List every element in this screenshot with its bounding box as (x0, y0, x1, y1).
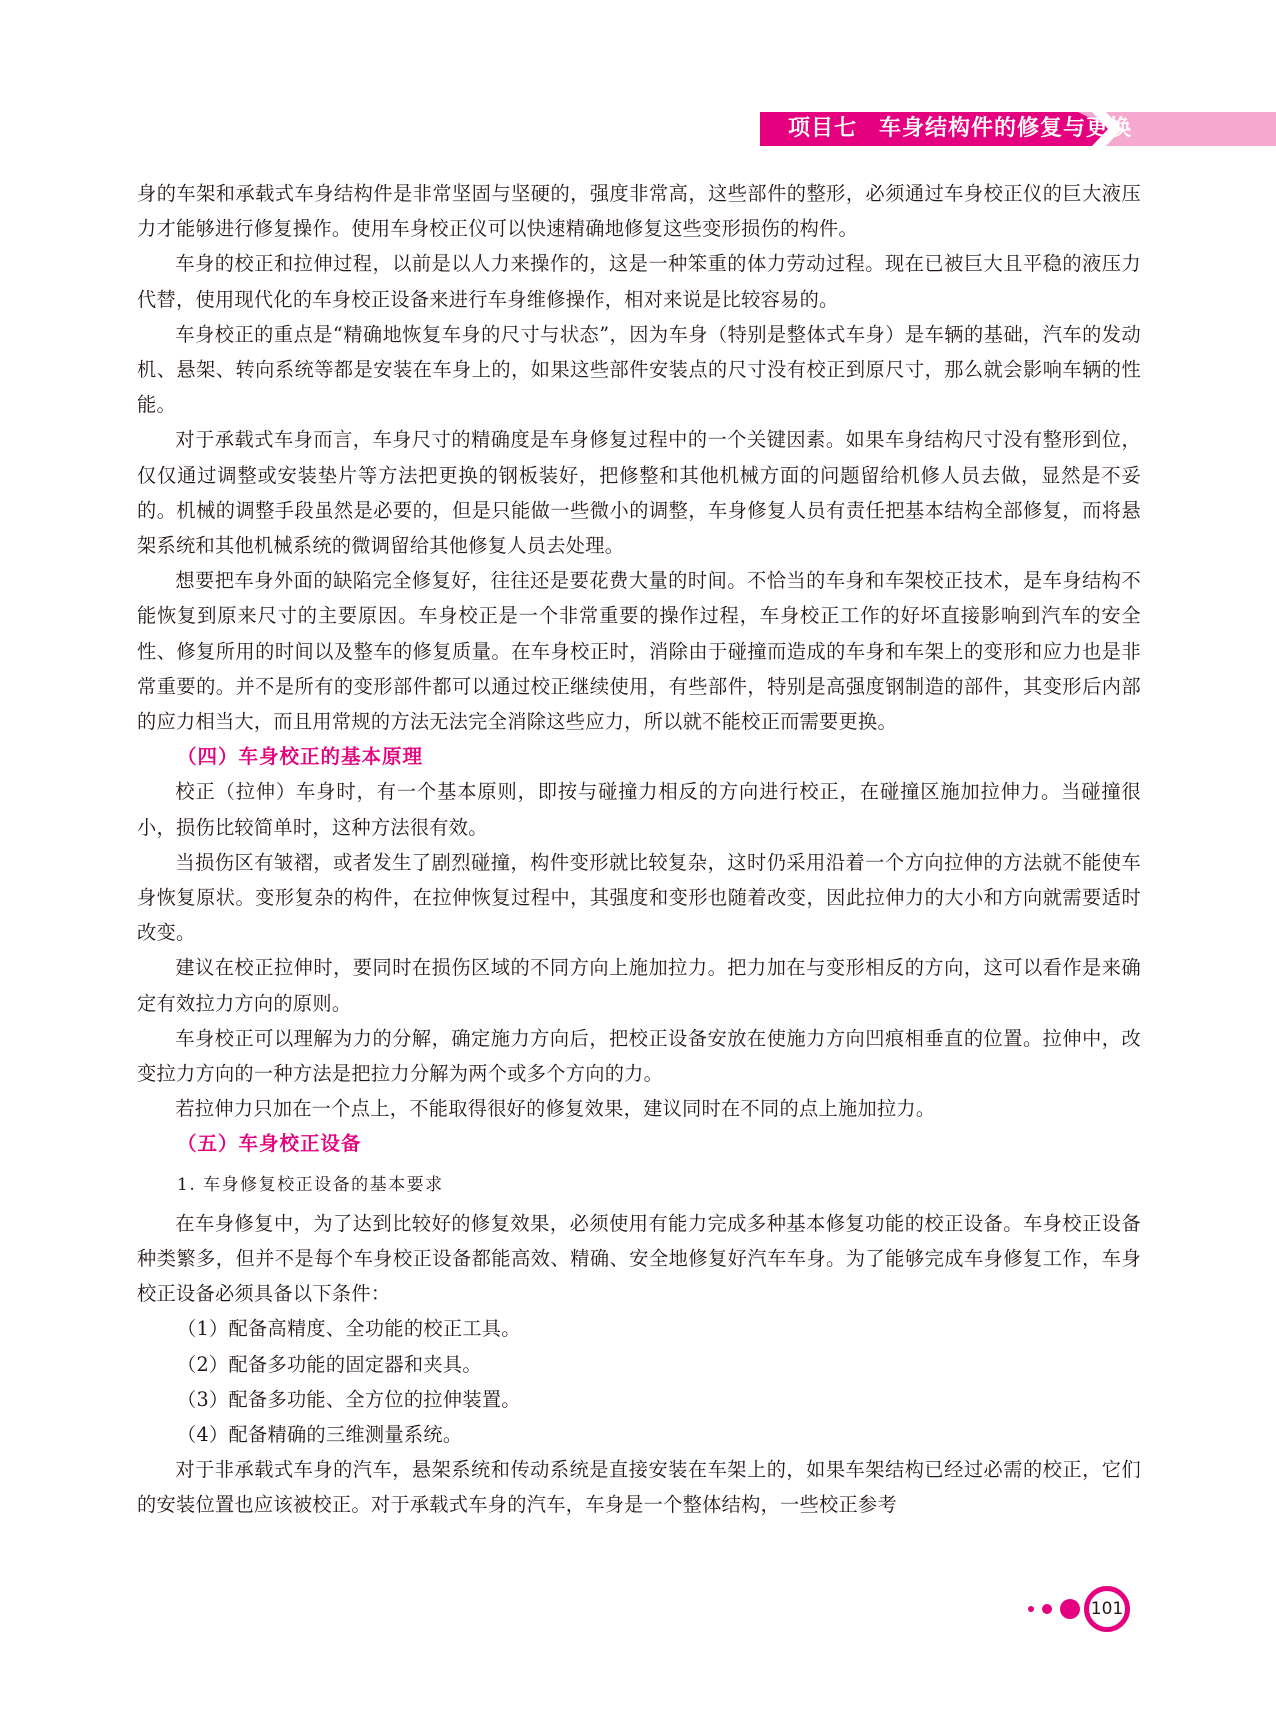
list-item: （2）配备多功能的固定器和夹具。 (177, 1352, 482, 1376)
paragraph: 车身校正可以理解为力的分解，确定施力方向后，把校正设备安放在使施力方向凹痕相垂直的位置。拉伸中，改变拉力方向的一种方法是把拉力分解为两个或多个方向的力。 (137, 1026, 1141, 1086)
list-item: （3）配备多功能、全方位的拉伸装置。 (177, 1387, 521, 1411)
decor-dot-icon (1028, 1606, 1034, 1612)
header-chapter-title: 车身结构件的修复与更换 (879, 116, 1133, 141)
header-title (788, 114, 1132, 144)
paragraph: 建议在校正拉伸时，要同时在损伤区域的不同方向上施加拉力。把力加在与变形相反的方向，这可以看作是来确定有效拉力方向的原则。 (137, 956, 1141, 1015)
section-heading-5: （五）车身校正设备 (177, 1132, 362, 1156)
paragraph: 对于非承载式车身的汽车，悬架系统和传动系统是直接安装在车架上的，如果车架结构已经过必需的校正，它们的安装位置也应该被校正。对于承载式车身的汽车，车身是一个整体结构，一些校正参考 (137, 1458, 1141, 1517)
paragraph: 身的车架和承载式车身结构件是非常坚固与坚硬的，强度非常高，这些部件的整形，必须通过车身校正仪的巨大液压力才能够进行修复操作。使用车身校正仪可以快速精确地修复这些变形损伤的构件。 (137, 182, 1141, 241)
section-heading-4: （四）车身校正的基本原理 (177, 745, 424, 769)
page-content (137, 176, 1141, 1523)
paragraph: 车身校正的重点是“精确地恢复车身的尺寸与状态”，因为车身（特别是整体式车身）是车辆的基础，汽车的发动机、悬架、转向系统等都是安装在车身上的，如果这些部件安装点的尺寸没有校正到原尺寸，那么就会影响车辆的性能。 (137, 322, 1141, 417)
decor-dot-icon (1060, 1599, 1080, 1619)
chapter-header (760, 112, 1276, 146)
page-footer (1020, 1585, 1150, 1635)
paragraph: 校正（拉伸）车身时，有一个基本原则，即按与碰撞力相反的方向进行校正，在碰撞区施加拉伸力。当碰撞很小，损伤比较简单时，这种方法很有效。 (137, 780, 1141, 839)
paragraph: 想要把车身外面的缺陷完全修复好，往往还是要花费大量的时间。不恰当的车身和车架校正技术，是车身结构不能恢复到原来尺寸的主要原因。车身校正是一个非常重要的操作过程，车身校正工作的好坏直接影响到汽车的安全性、修复所用的时间以及整车的修复质量。在车身校正时，消除由于碰撞而造成的车身和车架上的变形和应力也是非常重要的。并不是所有的变形部件都可以通过校正继续使用，有些部件，特别是高强度钢制造的部件，其变形后内部的应力相当大，而且用常规的方法无法完全消除这些应力，所以就不能校正而需要更换。 (137, 569, 1141, 734)
list-item: （1）配备高精度、全功能的校正工具。 (177, 1317, 521, 1341)
header-chapter: 项目七 (788, 116, 858, 141)
list-item: （4）配备精确的三维测量系统。 (177, 1422, 463, 1446)
paragraph: 当损伤区有皱褶，或者发生了剧烈碰撞，构件变形就比较复杂，这时仍采用沿着一个方向拉伸的方法就不能使车身恢复原状。变形复杂的构件，在拉伸恢复过程中，其强度和变形也随着改变，因此拉伸力的大小和方向就需要适时改变。 (137, 850, 1141, 945)
page-number: 101 (1084, 1586, 1130, 1632)
paragraph: 若拉伸力只加在一个点上，不能取得很好的修复效果，建议同时在不同的点上施加拉力。 (175, 1097, 936, 1121)
paragraph: 对于承载式车身而言，车身尺寸的精确度是车身修复过程中的一个关键因素。如果车身结构尺寸没有整形到位，仅仅通过调整或安装垫片等方法把更换的钢板装好，把修整和其他机械方面的问题留给机修人员去做，显然是不妥的。机械的调整手段虽然是必要的，但是只能做一些微小的调整，车身修复人员有责任把基本结构全部修复，而将悬架系统和其他机械系统的微调留给其他修复人员去处理。 (137, 428, 1141, 558)
paragraph: 车身的校正和拉伸过程，以前是以人力来操作的，这是一种笨重的体力劳动过程。现在已被巨大且平稳的液压力代替，使用现代化的车身校正设备来进行车身维修操作，相对来说是比较容易的。 (137, 252, 1141, 311)
decor-dot-icon (1042, 1604, 1052, 1614)
subsection-heading: 1. 车身修复校正设备的基本要求 (177, 1174, 444, 1195)
paragraph: 在车身修复中，为了达到比较好的修复效果，必须使用有能力完成多种基本修复功能的校正设备。车身校正设备种类繁多，但并不是每个车身校正设备都能高效、精确、安全地修复好汽车车身。为了能够完成车身修复工作，车身校正设备必须具备以下条件： (137, 1211, 1141, 1306)
